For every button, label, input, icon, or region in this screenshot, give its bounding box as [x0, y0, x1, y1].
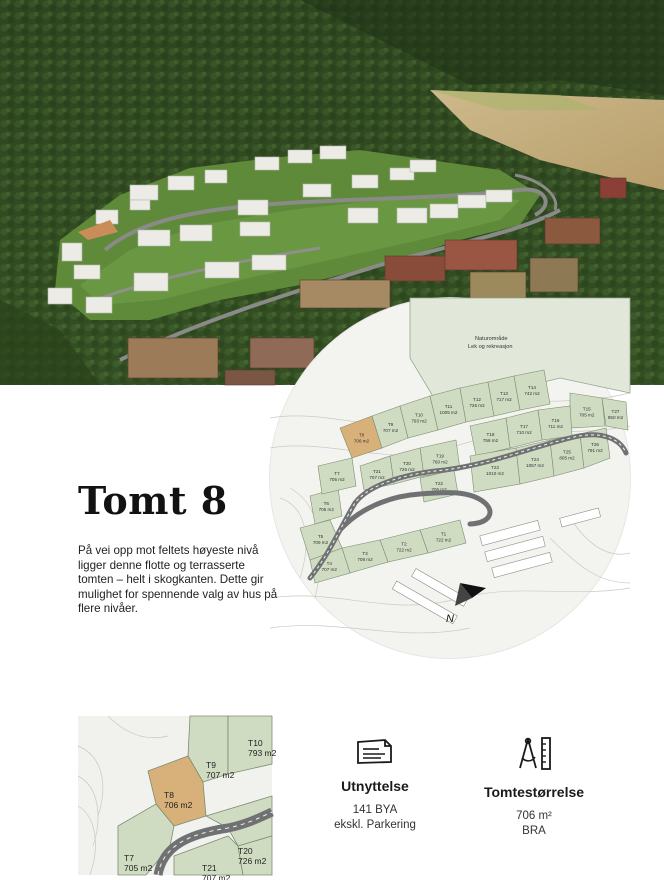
- plot-name-label: T4: [326, 561, 332, 566]
- plot-description: På vei opp mot feltets høyeste nivå ligger denne flotte og terrasserte tomten – helt i skogkanten. Dette gir mulighet for spennende valg av hus på flere nivåer.: [78, 544, 278, 615]
- plot-area-label: 709 m2: [312, 540, 329, 545]
- plot-area-label: 850 m2: [607, 415, 624, 420]
- plot-area-label: 793 m2: [411, 418, 427, 424]
- plot-detail-svg: [78, 716, 277, 880]
- drafting-tools-icon: [514, 736, 554, 772]
- detail-plot-name: T7: [124, 853, 134, 863]
- plot-area-label: 711 m2: [548, 424, 563, 429]
- plot-name-label: T19: [436, 453, 444, 459]
- stat-value: 141 BYA: [352, 804, 398, 816]
- plot-area-label: 1005 m2: [439, 410, 458, 415]
- stat-utnyttelse: [300, 736, 450, 833]
- plot-area-label: 758 m2: [482, 438, 499, 443]
- plot-name-label: T15: [582, 406, 591, 412]
- plot-name-label: T24: [531, 457, 539, 462]
- plot-name-label: T17: [520, 424, 528, 429]
- plot-area-label: 708 m2: [357, 556, 373, 562]
- plot-area-label: 726 m2: [469, 403, 485, 408]
- plot-area-label: 705 m2: [579, 412, 595, 418]
- plot-name-label: T9: [387, 422, 394, 427]
- plot-name-label: T10: [415, 412, 423, 418]
- plot-name-label: T23: [491, 465, 499, 470]
- north-label: N: [446, 613, 454, 625]
- plot-t14[interactable]: [514, 370, 550, 410]
- plots-group: [300, 370, 628, 583]
- plot-name-label: T27: [611, 409, 620, 414]
- plot-area-label: 1057 m2: [526, 463, 544, 468]
- plot-area-label: 705 m2: [318, 507, 334, 512]
- plot-name-label: T26: [591, 442, 599, 447]
- plot-name-label: T5: [317, 534, 324, 539]
- plot-area-label: 791 m2: [587, 448, 603, 453]
- stat-tomtestorrelse: [459, 736, 609, 839]
- stat-note: ekskl. Parkering: [334, 819, 416, 831]
- stat-note: BRA: [522, 825, 546, 837]
- plot-area-label: 706 m2: [431, 487, 447, 492]
- plot-detail-map: [78, 716, 277, 880]
- detail-plot-area: 793 m2: [248, 748, 277, 758]
- plot-area-label: 726 m2: [399, 467, 415, 472]
- detail-plot-name: T8: [164, 790, 174, 800]
- north-arrow-icon: [455, 583, 486, 606]
- document-icon: [355, 736, 395, 766]
- plot-area-label: 722 m2: [396, 547, 412, 553]
- plot-area-label: 760 m2: [432, 459, 448, 465]
- plot-area-label: 805 m2: [559, 455, 575, 461]
- plot-t1[interactable]: [420, 520, 466, 553]
- stat-value: 706 m²: [516, 810, 552, 822]
- plot-name-label: T7: [334, 471, 340, 476]
- detail-plot-area: 707 m2: [202, 873, 231, 880]
- plot-name-label: T12: [473, 397, 481, 402]
- plot-name-label: T3: [362, 550, 368, 556]
- plot-t6[interactable]: [310, 488, 342, 524]
- plot-name-label: T8: [358, 432, 365, 438]
- plot-area-label: 1010 m2: [486, 471, 504, 476]
- detail-plot-area: 707 m2: [206, 770, 235, 780]
- plot-area-label: 742 m2: [524, 391, 540, 396]
- page-title: Tomt 8: [78, 478, 228, 523]
- plot-area-label: 706 m2: [353, 438, 370, 444]
- plot-area-label: 717 m2: [496, 397, 512, 402]
- plot-name-label: T11: [444, 404, 453, 409]
- detail-plot-area: 706 m2: [164, 800, 193, 810]
- plot-area-label: 710 m2: [516, 430, 532, 435]
- detail-plot-name: T10: [248, 738, 263, 748]
- nature-area-label-2: Lek og rekreasjon: [468, 344, 513, 350]
- stat-label: Tomtestørrelse: [483, 784, 585, 800]
- plot-t16[interactable]: [538, 406, 572, 440]
- plot-name-label: T1: [440, 531, 447, 537]
- plot-t27[interactable]: [602, 398, 628, 430]
- plot-area-label: 707 m2: [369, 475, 385, 480]
- site-plan-map: [270, 298, 630, 658]
- plot-area-label: 722 m2: [435, 537, 452, 543]
- plot-name-label: T2: [401, 541, 407, 547]
- plot-name-label: T20: [403, 461, 411, 466]
- plot-t7[interactable]: [318, 458, 356, 494]
- detail-plot-area: 705 m2: [124, 863, 153, 873]
- plot-name-label: T13: [500, 391, 508, 396]
- site-plan-svg: [270, 298, 630, 658]
- detail-plot-name: T21: [202, 863, 217, 873]
- plot-name-label: T25: [563, 449, 571, 455]
- plot-area-label: 707 m2: [321, 567, 337, 572]
- stat-label: Utnyttelse: [341, 778, 409, 794]
- plot-t17[interactable]: [506, 410, 542, 448]
- detail-plot-name: T9: [206, 760, 216, 770]
- plot-area-label: 707 m2: [382, 428, 399, 433]
- plot-name-label: T14: [528, 385, 536, 390]
- detail-plot-area: 726 m2: [238, 856, 267, 866]
- detail-plot-name: T20: [238, 846, 253, 856]
- plot-name-label: T21: [373, 469, 381, 474]
- nature-area-label-1: Naturområde: [475, 336, 508, 342]
- plot-name-label: T18: [486, 432, 495, 437]
- plot-name-label: T16: [551, 418, 560, 423]
- plot-name-label: T6: [323, 501, 329, 506]
- plot-area-label: 705 m2: [329, 477, 345, 482]
- plot-name-label: T22: [435, 481, 443, 486]
